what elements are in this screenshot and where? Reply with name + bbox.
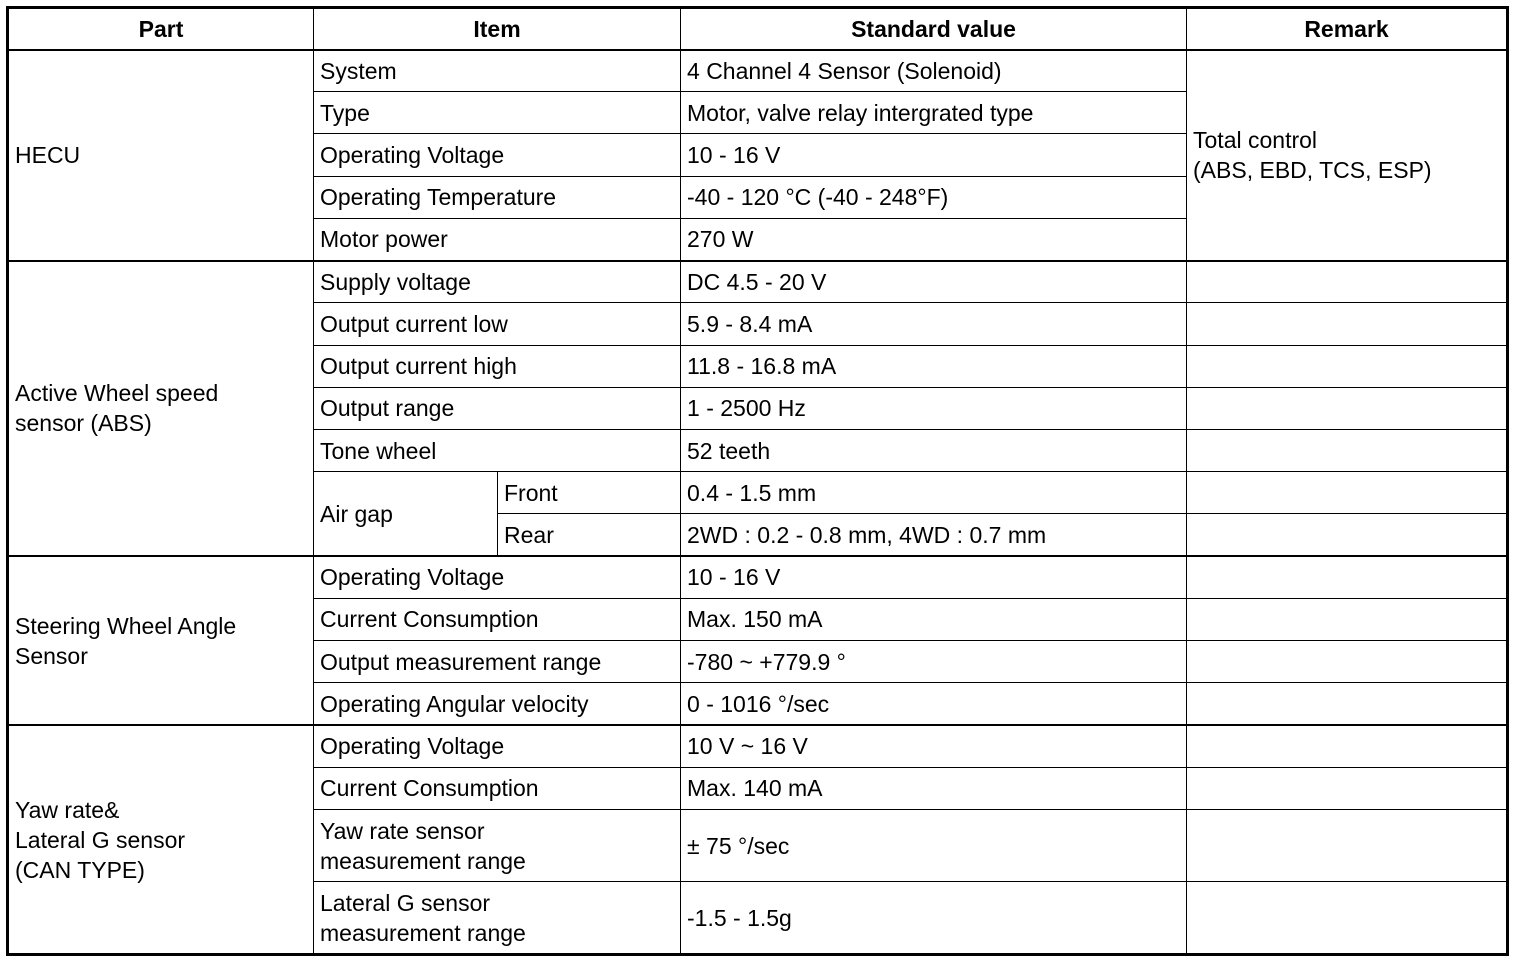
remark-cell — [1187, 261, 1508, 303]
remark-cell — [1187, 683, 1508, 725]
value-cell: 52 teeth — [681, 429, 1187, 471]
remark-cell — [1187, 429, 1508, 471]
remark-cell — [1187, 303, 1508, 345]
table-row — [8, 261, 1508, 303]
value-cell: -780 ~ +779.9 ° — [681, 641, 1187, 683]
item-cell: Yaw rate sensor measurement range — [314, 809, 681, 881]
remark-cell — [1187, 345, 1508, 387]
item-cell: Supply voltage — [314, 261, 681, 303]
value-cell: 11.8 - 16.8 mA — [681, 345, 1187, 387]
value-cell: 1 - 2500 Hz — [681, 387, 1187, 429]
item-air-gap: Air gap — [314, 472, 498, 556]
item-cell: Operating Voltage — [314, 556, 681, 598]
value-cell: 10 - 16 V — [681, 556, 1187, 598]
item-cell: Operating Voltage — [314, 725, 681, 767]
value-cell: Max. 150 mA — [681, 598, 1187, 640]
table-row — [8, 556, 1508, 598]
part-yaw-rate-sensor: Yaw rate& Lateral G sensor (CAN TYPE) — [8, 725, 314, 955]
item-cell: Operating Angular velocity — [314, 683, 681, 725]
value-cell: -1.5 - 1.5g — [681, 882, 1187, 955]
remark-cell — [1187, 556, 1508, 598]
remark-cell — [1187, 514, 1508, 556]
header-row — [8, 8, 1508, 50]
header-remark: Remark — [1187, 8, 1508, 50]
value-cell: Motor, valve relay intergrated type — [681, 92, 1187, 134]
value-cell: 10 V ~ 16 V — [681, 725, 1187, 767]
remark-cell — [1187, 882, 1508, 955]
item-cell: Lateral G sensor measurement range — [314, 882, 681, 955]
table-row — [8, 50, 1508, 92]
remark-cell — [1187, 641, 1508, 683]
value-cell: ± 75 °/sec — [681, 809, 1187, 881]
part-wheel-speed-sensor: Active Wheel speed sensor (ABS) — [8, 261, 314, 557]
value-cell: 10 - 16 V — [681, 134, 1187, 176]
remark-cell — [1187, 472, 1508, 514]
value-cell: 270 W — [681, 218, 1187, 260]
value-cell: 4 Channel 4 Sensor (Solenoid) — [681, 50, 1187, 92]
part-steering-angle-sensor: Steering Wheel Angle Sensor — [8, 556, 314, 725]
item-cell: Motor power — [314, 218, 681, 260]
part-hecu: HECU — [8, 50, 314, 261]
item-cell: Operating Voltage — [314, 134, 681, 176]
value-cell: DC 4.5 - 20 V — [681, 261, 1187, 303]
spec-table — [6, 6, 1509, 956]
item-cell: Operating Temperature — [314, 176, 681, 218]
header-standard-value: Standard value — [681, 8, 1187, 50]
item-cell: Current Consumption — [314, 767, 681, 809]
value-cell: 5.9 - 8.4 mA — [681, 303, 1187, 345]
remark-cell — [1187, 767, 1508, 809]
item-cell: Output measurement range — [314, 641, 681, 683]
item-cell: Current Consumption — [314, 598, 681, 640]
item-cell: Output current low — [314, 303, 681, 345]
item-cell: Output current high — [314, 345, 681, 387]
value-cell: 2WD : 0.2 - 0.8 mm, 4WD : 0.7 mm — [681, 514, 1187, 556]
remark-hecu: Total control (ABS, EBD, TCS, ESP) — [1187, 50, 1508, 261]
table-row — [8, 725, 1508, 767]
value-cell: Max. 140 mA — [681, 767, 1187, 809]
remark-cell — [1187, 598, 1508, 640]
value-cell: -40 - 120 °C (-40 - 248°F) — [681, 176, 1187, 218]
sub-item-rear: Rear — [498, 514, 681, 556]
remark-cell — [1187, 387, 1508, 429]
value-cell: 0 - 1016 °/sec — [681, 683, 1187, 725]
item-cell: Tone wheel — [314, 429, 681, 471]
header-part: Part — [8, 8, 314, 50]
remark-cell — [1187, 725, 1508, 767]
item-cell: Type — [314, 92, 681, 134]
item-cell: System — [314, 50, 681, 92]
value-cell: 0.4 - 1.5 mm — [681, 472, 1187, 514]
sub-item-front: Front — [498, 472, 681, 514]
header-item: Item — [314, 8, 681, 50]
remark-cell — [1187, 809, 1508, 881]
item-cell: Output range — [314, 387, 681, 429]
